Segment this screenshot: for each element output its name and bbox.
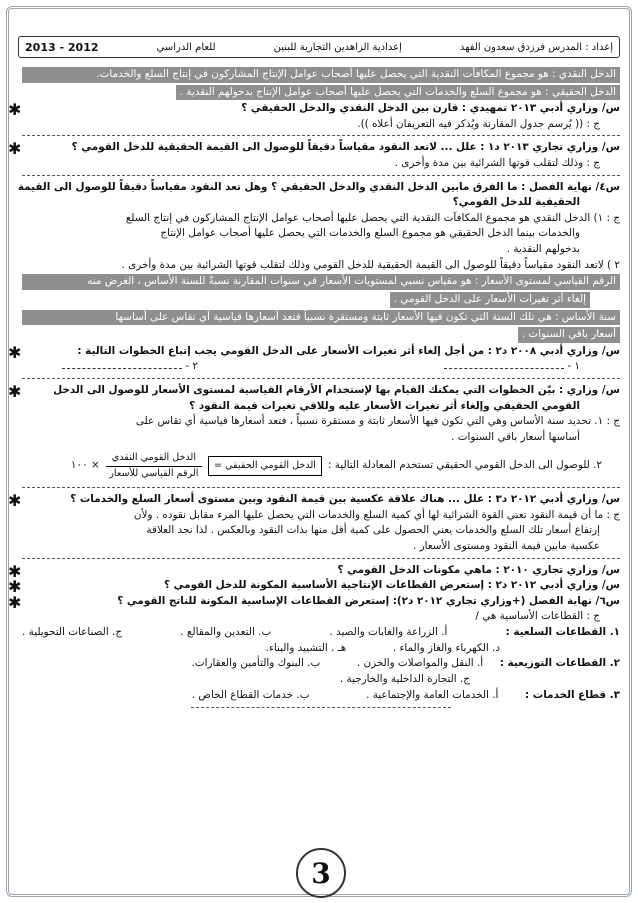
answer-7: ج : القطاعات الأساسية هي / (475, 610, 600, 623)
def-real-income: الدخل الحقيقي : هو مجموع السلع والخدمات التي يحصل عليها أصحاب عوامل الإنتاج بدخولهم النقدية . (176, 85, 620, 101)
answer-5-line1: ج : ١. تحديد سنة الأساس وهي التي تكون فيها الأسعار ثابتة و مستقرة نسبياً ، فتعد أسعارها قياسية أي تقاس على (135, 415, 620, 428)
question-6: ✱ س/ وزاري أدبي ٢٠١٢ د٣ : علل ... هناك علاقة عكسية بين قيمة النقود وبين مستوى أسعار السلع والخدمات ؟ (8, 491, 620, 511)
sector-3-row: ٣. قطاع الخدمات : أ. الخدمات العامة والإجتماعية . ب. خدمات القطاع الخاص . (191, 688, 620, 701)
separator (22, 487, 620, 488)
star-icon: ✱ (8, 139, 22, 159)
blank-line (62, 368, 182, 369)
sector-1-row2: د. الكهرباء والغاز والماء . هـ . التشييد والبناء. (265, 641, 500, 654)
star-icon: ✱ (8, 561, 22, 581)
separator (22, 175, 620, 176)
question-7-line3: ✱ س٦/ نهاية الفصل (+وزاري تجاري ٢٠١٢ د٢): إستعرض القطاعات الإساسية المكونة للناتج القومي ؟ (8, 592, 620, 612)
answer-6-line3: عكسية مابين قيمة النقود ومستوى الأسعار . (412, 540, 600, 553)
question-5-line1: ✱ س/ وزاري : بيّن الخطوات التي يمكنك القيام بها لإستخدام الأرقام القياسية لمستوى الأسعار للوصول الى الدخل (8, 381, 620, 401)
answer-6-line1: ج : ما أن قيمة النقود تعني القوة الشرائية لها أي كمية السلع والخدمات التي يحصل عليها المرء مقابل نقوده . ولأن (133, 508, 620, 521)
sector-2-row2: ج. التجارة الداخلية والخارجية . (339, 672, 470, 685)
answer-1: ج : (( يُرسم جدول المقارنة ويُذكر فيه التعريفان أعلاه )). (357, 117, 600, 130)
formula-fraction (106, 451, 202, 481)
answer-3-line3: بدخولهم النقدية . (506, 243, 580, 256)
separator (22, 135, 620, 136)
question-3-line1: س٤/ نهاية الفصل : ما الفرق مابين الدخل النقدي والدخل الحقيقي ؟ وهل تعد النقود مقياساً دقيقاً للوصول الى القيمة (17, 180, 620, 193)
separator (22, 378, 620, 379)
answer-5-line2: أساسها أسعار باقي السنوات . (451, 430, 580, 443)
blank-line (444, 368, 564, 369)
question-3-line2: الحقيقية للدخل القومي؟ (452, 196, 580, 209)
answer-3-line4: ٢ ) لاتعد النقود مقياساً دقيقاً للوصول الى القيمة الحقيقية للدخل القومي وذلك لتقلب قوتها الشرائية بين مدة وأخرى . (121, 258, 620, 271)
question-1: ✱ س/ وزاري أدبي ٢٠١٣ تمهيدي : قارن بين الدخل النقدي والدخل الحقيقي ؟ (8, 100, 620, 120)
star-icon: ✱ (8, 491, 22, 511)
star-icon: ✱ (8, 100, 22, 120)
question-7-line2: ✱ س/ وزاري أدبي ٢٠١٢ د٢ : إستعرض القطاعات الإنتاجية الأساسية المكونة للدخل القومي ؟ (8, 577, 620, 597)
answer-3-line1: ج : ١) الدخل النقدي هو مجموع المكافآت النقدية التي يحصل عليها أصحاب عوامل الإنتاج المشاركون في إنتاج السلع (125, 211, 620, 224)
answer-4-blanks: ١ - ٢ - (22, 359, 620, 375)
def-price-index-line1: الرقم القياسي لمستوى الأسعار : هو مقياس نسبي لمستويات الأسعار في سنوات المقارنة نسبةً للسنة الأساس ، الغرض منه (22, 274, 620, 290)
header-subject: إعدادية الزاهدين التجارية للبنين (273, 41, 402, 53)
formula-denominator: الرقم القياسي للأسعار (109, 467, 199, 479)
real-income-formula (22, 451, 620, 481)
separator (191, 707, 451, 708)
question-4: ✱ س/ وزاري أدبي ٢٠٠٨ د٢ : من أجل إلغاء أثر تغيرات الأسعار على الدخل القومي يجب إتباع الخطوات التالية : (8, 342, 620, 362)
page-header (18, 36, 620, 58)
separator (22, 558, 620, 559)
star-icon: ✱ (8, 592, 22, 612)
sector-1-row1: ١. القطاعات السلعية : أ. الزراعة والغابات والصيد . ب. التعدين والمقالع . ج. الصناعات التحويلية . (22, 626, 620, 639)
star-icon: ✱ (8, 577, 22, 597)
header-prep: إعداد : المدرس فرزدق سعدون الفهد (459, 41, 613, 53)
def-base-year-line2: أسعار باقي السنوات . (518, 327, 620, 343)
answer-2: ج : وذلك لتقلب قوتها الشرائية بين مدة وأخرى . (394, 157, 600, 170)
question-2: ✱ س/ وزاري تجاري ٢٠١٣ د١ : علل ... لاتعد النقود مقياساً دقيقاً للوصول الى القيمة الحقيقية للدخل القومي ؟ (8, 139, 620, 159)
answer-5-line3: ٢. للوصول الى الدخل القومي الحقيقي تستخدم المعادلة التالية : (327, 459, 602, 472)
question-7-line1: ✱ س/ وزاري تجاري ٢٠١٠ : ماهي مكونات الدخل القومي ؟ (8, 561, 620, 581)
page-content (8, 66, 620, 708)
header-year: 2012 - 2013 (25, 40, 99, 54)
question-5-line2: القومي الحقيقي وإلغاء أثر تغيرات الأسعار عليه وللاقي تغيرات قيمة النقود ؟ (189, 399, 580, 412)
def-price-index-line2: إلغاء أثر تغيرات الأسعار على الدخل القومي . (390, 292, 590, 308)
def-nominal-income: الدخل النقدي : هو مجموع المكافآت النقدية التي يحصل عليها أصحاب عوامل الإنتاج المشاركون في إنتاج السلع والخدمات. (22, 67, 620, 83)
star-icon: ✱ (8, 342, 22, 362)
formula-times: × ١٠٠ (70, 459, 100, 472)
formula-lhs: الدخل القومي الحقيقي = (208, 456, 322, 476)
def-base-year-line1: سنة الأساس : هي تلك السنة التي تكون فيها الأسعار ثابتة ومستقرة نسبياً فتعد أسعارها قياسية أي تقاس على أساسها (22, 310, 620, 326)
formula-numerator: الدخل القومي النقدي (106, 451, 202, 466)
header-year-label: للعام الدراسي (156, 41, 216, 53)
page-number: 3 (296, 848, 346, 898)
answer-3-line2: والخدمات بينما الدخل الحقيقي هو مجموع السلع والخدمات التي يحصل عليها أصحاب عوامل الإنتاج (160, 227, 580, 240)
star-icon: ✱ (8, 381, 22, 401)
sector-2-row1: ٢. القطاعات التوزيعية : أ. النقل والمواصلات والخزن . ب. البنوك والتأمين والعقارات. (191, 657, 620, 670)
answer-6-line2: إرتفاع أسعار تلك السلع والخدمات يعني الحصول على كمية أقل منها بذات النقود وبالعكس . لذا نجد العلاقة (146, 524, 600, 537)
